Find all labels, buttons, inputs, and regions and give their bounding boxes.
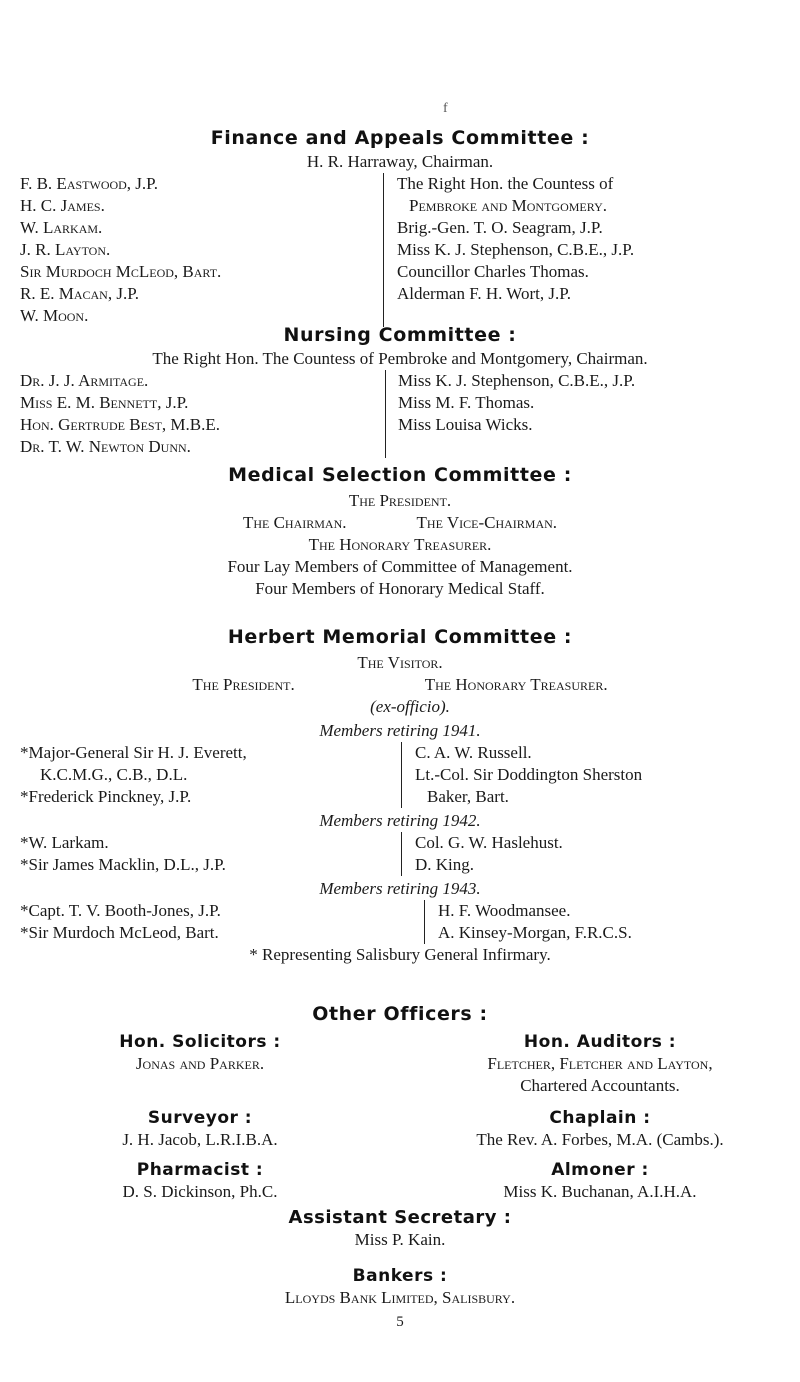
pharmacist-value: D. S. Dickinson, Ph.C. [122, 1182, 278, 1201]
chaplain-block [400, 1107, 800, 1151]
solicitors-block [0, 1031, 400, 1097]
retiring-1941-right [401, 742, 800, 808]
almoner-value: Miss K. Buchanan, A.I.H.A. [503, 1182, 697, 1201]
page-number: 5 [396, 1314, 404, 1330]
pharmacist-label: Pharmacist : [136, 1160, 264, 1180]
member-line: Baker, Bart. [427, 787, 509, 806]
auditors-label: Hon. Auditors : [523, 1032, 677, 1052]
retiring-1943-label: Members retiring 1943. [319, 879, 481, 898]
member-line: F. B. Eastwood, J.P. [20, 174, 158, 193]
member-line: H. F. Woodmansee. [438, 901, 571, 920]
bankers-label: Bankers : [352, 1266, 448, 1286]
chaplain-value: The Rev. A. Forbes, M.A. (Cambs.). [476, 1130, 724, 1149]
surveyor-block [0, 1107, 400, 1151]
herbert-ex-officio: (ex-officio). [370, 697, 450, 716]
retiring-1943-left [0, 900, 424, 944]
auditors-block [400, 1031, 800, 1097]
pharmacist-block [0, 1159, 400, 1203]
member-line: Dr. J. J. Armitage. [20, 371, 149, 390]
medical-section [0, 464, 800, 600]
chaplain-label: Chaplain : [549, 1108, 651, 1128]
finance-chair: H. R. Harraway, Chairman. [306, 152, 494, 171]
member-line: Col. G. W. Haslehust. [415, 833, 563, 852]
member-line: D. King. [415, 855, 475, 874]
member-line: Pembroke and Montgomery. [409, 196, 607, 215]
surveyor-value: J. H. Jacob, L.R.I.B.A. [122, 1130, 278, 1149]
nursing-chair: The Right Hon. The Countess of Pembroke and Montgomery, Chairman. [152, 349, 648, 368]
member-line: H. C. James. [20, 196, 105, 215]
solicitors-value: Jonas and Parker. [135, 1054, 265, 1073]
bankers-value: Lloyds Bank Limited, Salisbury. [284, 1288, 516, 1307]
assistant-secretary-value: Miss P. Kain. [354, 1230, 446, 1249]
medical-chairs [0, 512, 800, 534]
medical-staff: Four Members of Honorary Medical Staff. [255, 579, 545, 598]
auditors-value-1: Fletcher, Fletcher and Layton, [487, 1054, 713, 1073]
nursing-heading: Nursing Committee : [283, 324, 517, 346]
member-line: *Sir James Macklin, D.L., J.P. [20, 855, 226, 874]
member-line: Hon. Gertrude Best, M.B.E. [20, 415, 221, 434]
nursing-section [0, 324, 800, 458]
member-line: R. E. Macan, J.P. [20, 284, 140, 303]
auditors-value-2: Chartered Accountants. [520, 1076, 680, 1095]
officers-row-3 [0, 1159, 800, 1203]
member-line: J. R. Layton. [20, 240, 111, 259]
herbert-president: The President. [192, 675, 295, 694]
medical-heading: Medical Selection Committee : [228, 464, 572, 486]
almoner-label: Almoner : [551, 1160, 649, 1180]
retiring-1941-members [0, 742, 800, 808]
solicitors-label: Hon. Solicitors : [119, 1032, 281, 1052]
member-line: W. Moon. [20, 306, 89, 325]
officers-heading: Other Officers : [312, 1003, 488, 1025]
member-line: Miss M. F. Thomas. [398, 393, 535, 412]
member-line: Lt.-Col. Sir Doddington Sherston [415, 765, 643, 784]
herbert-officials [0, 674, 800, 696]
herbert-footnote: * Representing Salisbury General Infirmary. [249, 945, 551, 964]
retiring-1943-right [424, 900, 800, 944]
member-line: Brig.-Gen. T. O. Seagram, J.P. [397, 218, 603, 237]
finance-section [0, 127, 800, 327]
member-line [398, 436, 800, 458]
nursing-left-column [0, 370, 385, 458]
member-line: Miss K. J. Stephenson, C.B.E., J.P. [397, 240, 635, 259]
member-line: *Frederick Pinckney, J.P. [20, 787, 192, 806]
surveyor-label: Surveyor : [147, 1108, 253, 1128]
member-line: Alderman F. H. Wort, J.P. [397, 284, 572, 303]
member-line: K.C.M.G., C.B., D.L. [40, 765, 188, 784]
stray-mark: f [443, 101, 448, 116]
member-line: C. A. W. Russell. [415, 743, 532, 762]
almoner-block [400, 1159, 800, 1203]
assistant-secretary-label: Assistant Secretary : [288, 1207, 512, 1228]
herbert-heading: Herbert Memorial Committee : [227, 626, 573, 648]
herbert-section [0, 626, 800, 966]
member-line: Miss Louisa Wicks. [398, 415, 533, 434]
member-line: *W. Larkam. [20, 833, 109, 852]
member-line: Miss E. M. Bennett, J.P. [20, 393, 189, 412]
officers-section [0, 1003, 800, 1333]
herbert-treasurer: The Honorary Treasurer. [424, 675, 608, 694]
retiring-1942-members [0, 832, 800, 876]
member-line: Dr. T. W. Newton Dunn. [20, 437, 191, 456]
medical-president: The President. [348, 491, 452, 510]
finance-heading: Finance and Appeals Committee : [210, 127, 590, 149]
member-line: Miss K. J. Stephenson, C.B.E., J.P. [398, 371, 636, 390]
member-line: *Major-General Sir H. J. Everett, [20, 743, 247, 762]
officers-row-1 [0, 1031, 800, 1097]
member-line: Sir Murdoch McLeod, Bart. [20, 262, 222, 281]
retiring-1941-left [0, 742, 401, 808]
medical-treasurer: The Honorary Treasurer. [308, 535, 492, 554]
finance-right-column [383, 173, 800, 327]
nursing-right-column [385, 370, 800, 458]
member-line: The Right Hon. the Countess of [397, 174, 614, 193]
herbert-visitor: The Visitor. [357, 653, 443, 672]
retiring-1942-right [401, 832, 800, 876]
member-line: *Sir Murdoch McLeod, Bart. [20, 923, 219, 942]
finance-members [0, 173, 800, 327]
finance-left-column [0, 173, 383, 327]
member-line: W. Larkam. [20, 218, 103, 237]
medical-vice-chairman: The Vice-Chairman. [416, 513, 558, 532]
retiring-1942-left [0, 832, 401, 876]
medical-lay: Four Lay Members of Committee of Management. [227, 557, 573, 576]
nursing-members [0, 370, 800, 458]
member-line: *Capt. T. V. Booth-Jones, J.P. [20, 901, 221, 920]
member-line: A. Kinsey-Morgan, F.R.C.S. [438, 923, 632, 942]
medical-chairman: The Chairman. [242, 513, 347, 532]
officers-row-2 [0, 1107, 800, 1151]
retiring-1943-members [0, 900, 800, 944]
retiring-1942-label: Members retiring 1942. [319, 811, 481, 830]
retiring-1941-label: Members retiring 1941. [319, 721, 481, 740]
member-line: Councillor Charles Thomas. [397, 262, 589, 281]
